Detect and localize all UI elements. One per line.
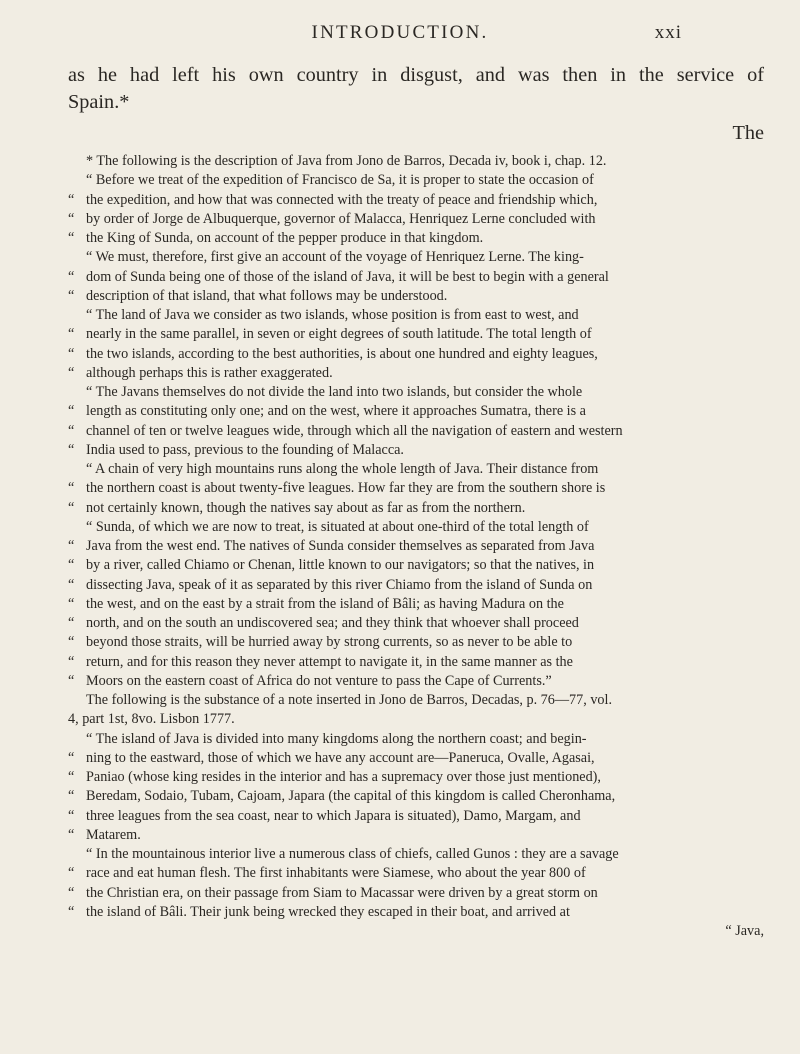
footnote-text: ning to the eastward, those of which we have any account are—Paneruca, Ovalle, Agasai,	[86, 749, 595, 766]
quote-mark: “	[68, 230, 75, 246]
footnote-text: north, and on the south an undiscovered sea; and they think that whoever shall proceed	[86, 615, 579, 631]
footnote-line	[68, 402, 764, 421]
footnote-text: the expedition, and how that was connected with the treaty of peace and friendship which,	[86, 191, 598, 208]
quote-mark: “	[68, 364, 75, 381]
footnote-text: channel of ten or twelve leagues wide, through which all the navigation of eastern and western	[86, 422, 623, 439]
footnote-line	[68, 730, 764, 749]
quote-mark: “	[68, 788, 75, 805]
quote-mark: “	[68, 769, 75, 785]
footnote-line	[68, 441, 764, 460]
footnote-catchword: “ Java,	[725, 923, 764, 939]
footnote-text: Beredam, Sodaio, Tubam, Cajoam, Japara (the capital of this kingdom is called Cheronhama,	[86, 788, 616, 805]
footnote-line	[68, 518, 764, 537]
footnote-line	[68, 691, 764, 710]
footnote-line	[68, 633, 764, 652]
footnote-text: Matarem.	[86, 826, 141, 843]
footnote-line	[68, 845, 764, 864]
footnote-line	[68, 248, 764, 267]
footnote-text: although perhaps this is rather exaggerated.	[86, 364, 333, 381]
footnote-text: nearly in the same parallel, in seven or eight degrees of south latitude. The total length of	[86, 326, 592, 343]
footnote-text: dom of Sunda being one of those of the island of Java, it will be best to begin with a general	[86, 268, 609, 285]
running-head: INTRODUCTION.	[311, 22, 489, 43]
footnote-text: “ We must, therefore, first give an account of the voyage of Henriquez Lerne. The king-	[86, 249, 584, 266]
footnote-text: the Christian era, on their passage from Siam to Macassar were driven by a great storm on	[86, 884, 598, 901]
footnote-line	[68, 864, 764, 883]
body-line-2: Spain.*	[68, 91, 130, 113]
footnote-line	[68, 653, 764, 672]
footnote-text: three leagues from the sea coast, near to which Japara is situated), Damo, Margam, and	[86, 807, 581, 824]
footnote-line	[68, 556, 764, 575]
footnote-line	[68, 306, 764, 325]
footnote-line	[68, 614, 764, 633]
quote-mark: “	[68, 210, 75, 227]
footnote-text: “ The Javans themselves do not divide the land into two islands, but consider the whole	[86, 384, 583, 400]
footnote-text: dissecting Java, speak of it as separated by this river Chiamo from the island of Sunda on	[86, 576, 593, 593]
quote-mark: “	[68, 557, 75, 574]
footnote-line	[68, 191, 764, 210]
footnote-line	[68, 287, 764, 306]
footnote-text: beyond those straits, will be hurried away by strong currents, so as never to be able to	[86, 634, 573, 651]
footnote-line	[68, 903, 764, 922]
quote-mark: “	[68, 326, 75, 343]
footnote-text: by a river, called Chiamo or Chenan, little known to our navigators; so that the natives, in	[86, 557, 595, 574]
quote-mark: “	[68, 422, 75, 439]
footnote-text: Paniao (whose king resides in the interior and has a supremacy over those just mentioned),	[86, 769, 601, 785]
quote-mark: “	[68, 538, 75, 554]
footnote-line	[68, 749, 764, 768]
footnote-text: the King of Sunda, on account of the pepper produce in that kingdom.	[86, 230, 484, 246]
quote-mark: “	[68, 903, 75, 920]
footnote-text: the island of Bâli. Their junk being wrecked they escaped in their boat, and arrived at	[86, 903, 570, 920]
quote-mark: “	[68, 826, 75, 843]
footnote-line	[68, 460, 764, 479]
quote-mark: “	[68, 865, 75, 882]
footnote-text: race and eat human flesh. The first inhabitants were Siamese, who about the year 800 of	[86, 865, 586, 882]
footnote-text: “ The island of Java is divided into many kingdoms along the northern coast; and begin-	[86, 730, 587, 747]
footnote-line	[68, 710, 764, 729]
footnote-line	[68, 364, 764, 383]
quote-mark: “	[68, 884, 75, 901]
footnote-text: 4, part 1st, 8vo. Lisbon 1777.	[68, 711, 235, 728]
quote-mark: “	[68, 287, 75, 304]
footnote-line	[68, 229, 764, 248]
footnote-text: “ Before we treat of the expedition of Francisco de Sa, it is proper to state the occasion of	[86, 172, 594, 189]
footnote-text: “ The land of Java we consider as two islands, whose position is from east to west, and	[86, 307, 579, 323]
quote-mark: “	[68, 268, 75, 285]
footnote-line	[68, 826, 764, 845]
quote-mark: “	[68, 595, 75, 612]
footnote-line	[68, 171, 764, 190]
footnote-line	[68, 152, 764, 171]
footnote-text: not certainly known, though the natives say about as far as from the northern.	[86, 499, 526, 516]
quote-mark: “	[68, 403, 75, 420]
catchword: The	[732, 122, 764, 144]
quote-mark: “	[68, 653, 75, 670]
quote-mark: “	[68, 807, 75, 824]
footnote-line	[68, 787, 764, 806]
footnote-text: the west, and on the east by a strait from the island of Bâli; as having Madura on the	[86, 595, 564, 612]
footnote-text: * The following is the description of Java from Jono de Barros, Decada iv, book i, chap. 12.	[86, 153, 607, 169]
footnote-text: Moors on the eastern coast of Africa do not venture to pass the Cape of Currents.”	[86, 672, 552, 689]
footnote-text: the two islands, according to the best authorities, is about one hundred and eighty leagues,	[86, 345, 598, 362]
quote-mark: “	[68, 749, 75, 766]
footnote-text: by order of Jorge de Albuquerque, governor of Malacca, Henriquez Lerne concluded with	[86, 210, 596, 227]
footnote-line	[68, 325, 764, 344]
quote-mark: “	[68, 499, 75, 516]
footnote-text: length as constituting only one; and on the west, where it approaches Sumatra, there is a	[86, 403, 586, 420]
quote-mark: “	[68, 672, 75, 689]
footnote-line	[68, 576, 764, 595]
footnote-text: Java from the west end. The natives of Sunda consider themselves as separated from Java	[86, 538, 595, 554]
quote-mark: “	[68, 615, 75, 631]
footnote-line	[68, 595, 764, 614]
footnote-line	[68, 884, 764, 903]
page-header	[0, 22, 800, 52]
footnote-text: “ Sunda, of which we are now to treat, is situated at about one-third of the total length of	[86, 518, 589, 535]
footnote-line	[68, 210, 764, 229]
footnote-text: “ In the mountainous interior live a numerous class of chiefs, called Gunos : they are a savage	[86, 846, 619, 862]
footnote-text: The following is the substance of a note inserted in Jono de Barros, Decadas, p. 76—77, vol.	[86, 692, 613, 708]
quote-mark: “	[68, 441, 75, 458]
page-number: xxi	[654, 22, 682, 43]
footnote-line	[68, 499, 764, 518]
quote-mark: “	[68, 634, 75, 651]
footnote-line	[68, 537, 764, 556]
footnote-text: the northern coast is about twenty-five leagues. How far they are from the southern shore is	[86, 480, 606, 497]
footnote-line	[68, 268, 764, 287]
quote-mark: “	[68, 191, 75, 208]
footnote-line	[68, 672, 764, 691]
footnote-line	[68, 422, 764, 441]
footnote-line	[68, 479, 764, 498]
footnote-text: description of that island, that what follows may be understood.	[86, 287, 448, 304]
footnote-text: “ A chain of very high mountains runs along the whole length of Java. Their distance from	[86, 461, 599, 477]
main-text	[68, 62, 764, 941]
footnote	[68, 152, 764, 941]
footnote-line	[68, 383, 764, 402]
footnote-line	[68, 768, 764, 787]
footnote-text: return, and for this reason they never attempt to navigate it, in the same manner as the	[86, 653, 573, 670]
quote-mark: “	[68, 480, 75, 497]
body-line-1: as he had left his own country in disgust, and was then in the service of	[68, 64, 764, 86]
quote-mark: “	[68, 576, 75, 593]
quote-mark: “	[68, 345, 75, 362]
footnote-line	[68, 807, 764, 826]
footnote-text: India used to pass, previous to the founding of Malacca.	[86, 441, 404, 458]
footnote-line	[68, 345, 764, 364]
